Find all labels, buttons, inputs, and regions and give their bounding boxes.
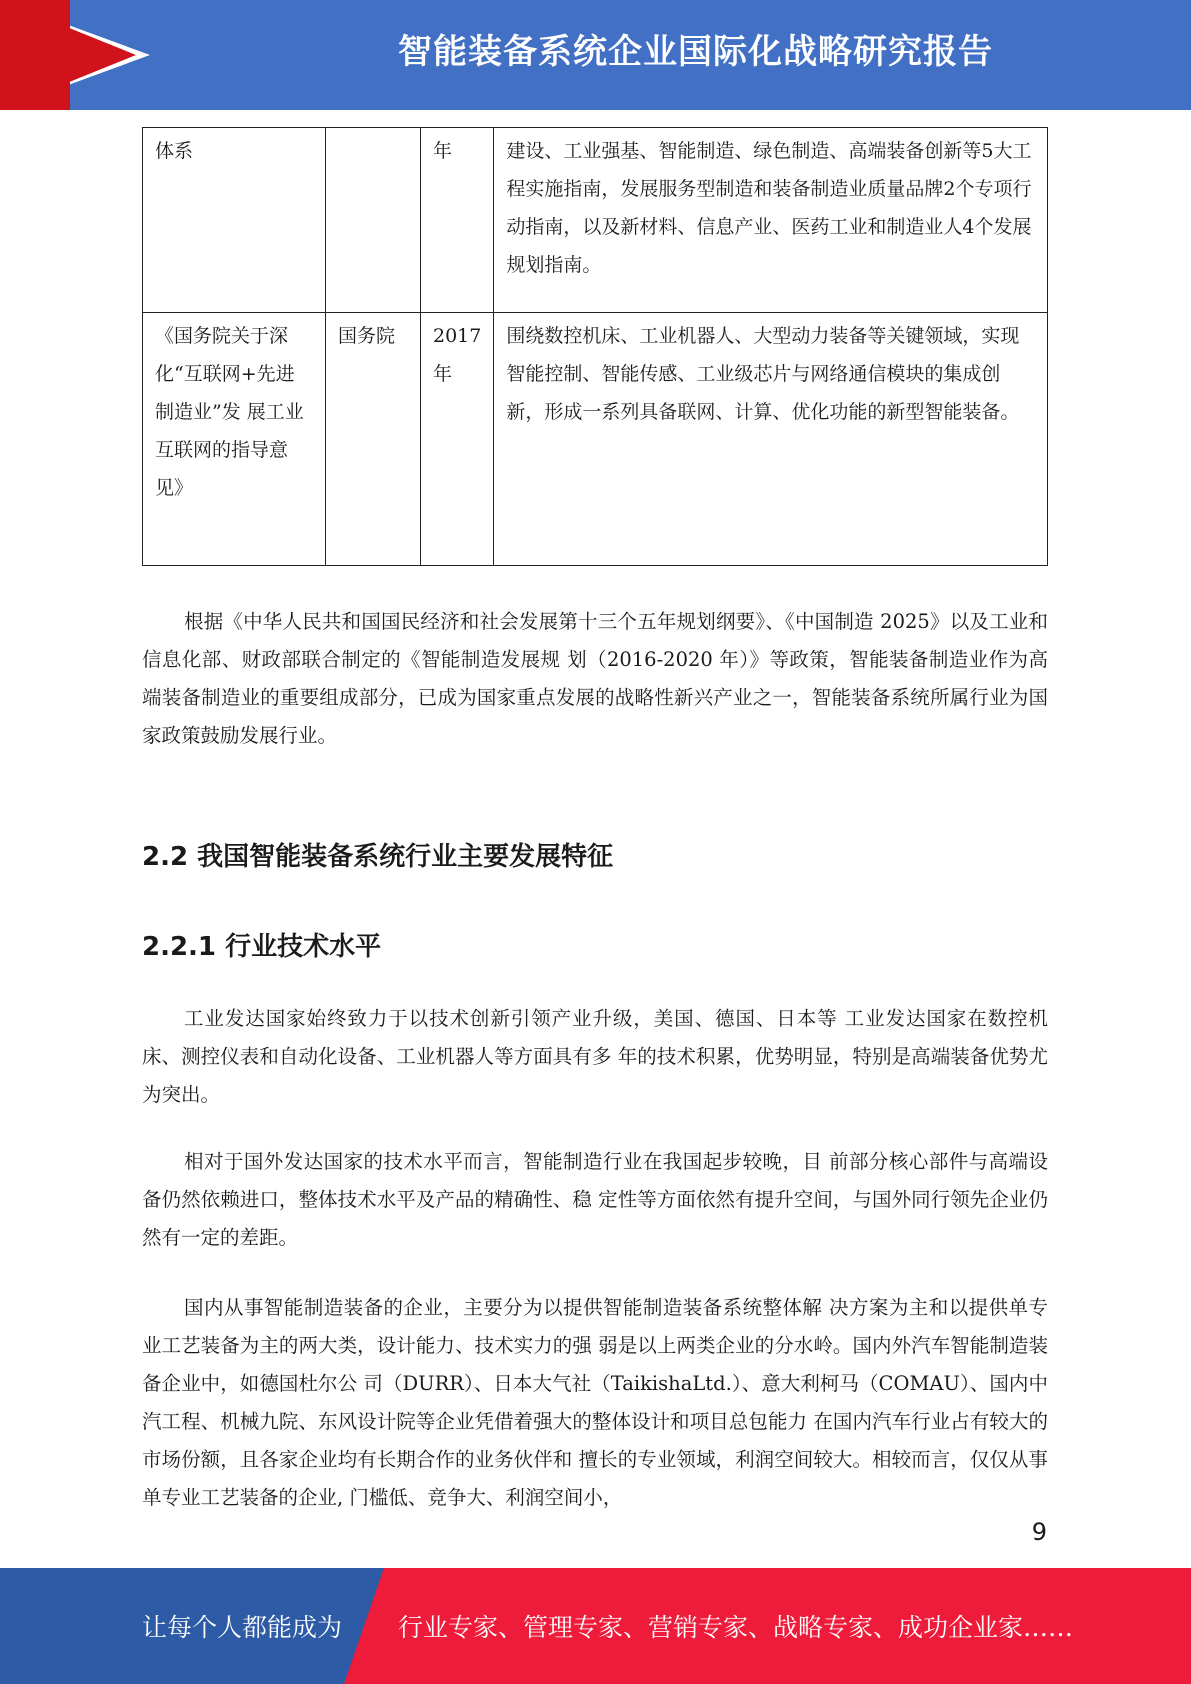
header-red-chevron	[0, 0, 136, 110]
section-heading-2-2-1: 2.2.1 行业技术水平	[142, 932, 382, 962]
policy-year-cell: 2017年	[421, 313, 494, 566]
policy-year-cell: 年	[421, 128, 494, 313]
footer-slogan-left: 让每个人都能成为	[142, 1613, 343, 1642]
policy-summary-paragraph: 根据《中华人民共和国国民经济和社会发展第十三个五年规划纲要》、《中国制造 2025》以及工业和信息化部、财政部联合制定的《智能制造发展规 划（2016-2020 年）》等政策，智能装备制造业作为高端装备制造业的重要组成部分，已成为国家重点发展的战略性新兴产业之一，智能装备系统所属行业为国家政策鼓励发展行业。	[142, 610, 1048, 747]
policy-content-cell: 围绕数控机床、工业机器人、大型动力装备等关键领域，实现智能控制、智能传感、工业级芯片与网络通信模块的集成创新，形成一系列具备联网、计算、优化功能的新型智能装备。	[494, 313, 1048, 566]
policy-issuer-cell	[326, 128, 421, 313]
policy-name-cell: 《国务院关于深化“互联网+先进制造业”发 展工业互联网的指导意见》	[143, 313, 326, 566]
policy-table	[142, 127, 1048, 566]
table-row	[143, 313, 1048, 566]
footer-slogan-right: 行业专家、管理专家、营销专家、战略专家、成功企业家……	[398, 1613, 1074, 1642]
tech-level-paragraph-1: 工业发达国家始终致力于以技术创新引领产业升级，美国、德国、日本等 工业发达国家在数控机床、测控仪表和自动化设备、工业机器人等方面具有多 年的技术积累，优势明显，特别是高端装备优势尤为突出。	[142, 1007, 1048, 1106]
policy-issuer-cell: 国务院	[326, 313, 421, 566]
tech-level-paragraph-3: 国内从事智能制造装备的企业，主要分为以提供智能制造装备系统整体解 决方案为主和以提供单专业工艺装备为主的两大类，设计能力、技术实力的强 弱是以上两类企业的分水岭。国内外汽车智能制造装备企业中，如德国杜尔公 司（DURR）、日本大气社（TaikishaLtd.）、意大利柯马（COMAU）、国内中 汽工程、机械九院、东风设计院等企业凭借着强大的整体设计和项目总包能力 在国内汽车行业占有较大的市场份额，且各家企业均有长期合作的业务伙伴和 擅长的专业领域，利润空间较大。相较而言，仅仅从事单专业工艺装备的企业, 门槛低、竞争大、利润空间小，	[142, 1296, 1048, 1509]
page-number: 9	[1031, 1518, 1047, 1546]
page-footer	[0, 1568, 1191, 1684]
policy-name-cell: 体系	[143, 128, 326, 313]
report-title: 智能装备系统企业国际化战略研究报告	[398, 32, 993, 72]
page-header	[0, 0, 1191, 110]
table-row	[143, 128, 1048, 313]
tech-level-paragraph-2: 相对于国外发达国家的技术水平而言，智能制造行业在我国起步较晚，目 前部分核心部件与高端设备仍然依赖进口，整体技术水平及产品的精确性、稳 定性等方面依然有提升空间，与国外同行领先企业仍然有一定的差距。	[142, 1150, 1048, 1249]
section-heading-2-2: 2.2 我国智能装备系统行业主要发展特征	[142, 842, 614, 872]
policy-content-cell: 建设、工业强基、智能制造、绿色制造、高端装备创新等5大工程实施指南，发展服务型制造和装备制造业质量品牌2个专项行动指南，以及新材料、信息产业、医药工业和制造业人4个发展规划指南。	[494, 128, 1048, 313]
